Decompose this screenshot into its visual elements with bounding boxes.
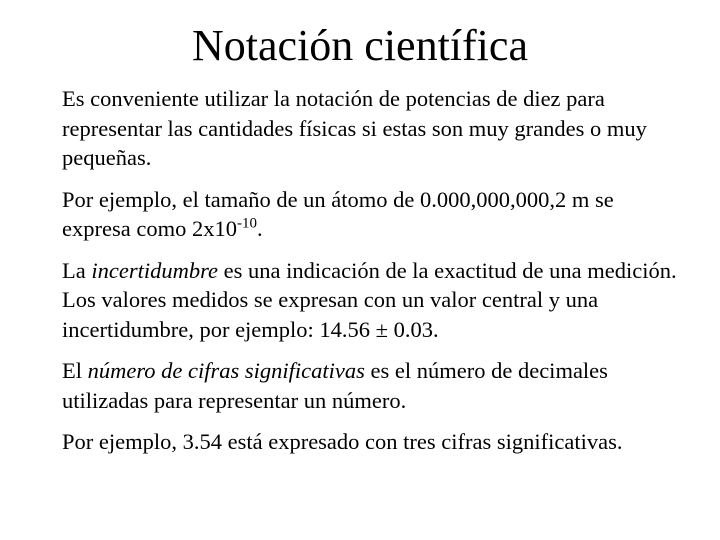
uncertainty-term: incertidumbre [91,257,218,283]
sigfig-term: número de cifras significativas [87,358,365,383]
paragraph-sigfig-example: Por ejemplo, 3.54 está expresado con tres cifras significativas. [62,429,623,454]
paragraph-atom-example [62,185,682,244]
sigfig-text: es el número de decimales utilizadas para representar un número. [62,358,608,413]
atom-example-text: Por ejemplo, el tamaño de un átomo de 0.000,000,000,2 m se expresa como 2x10 [62,186,614,241]
exponent: -10 [236,215,257,232]
uncertainty-text: es una indicación de la exactitud de una medición. Los valores medidos se expresan con un valor central y una incertidumbre, por ejemplo: 14.56 ± 0.03. [62,257,677,342]
sigfig-lead: El [62,358,88,383]
slide-title: Notación científica [192,21,528,70]
atom-example-period: . [256,216,263,241]
paragraph-uncertainty [62,256,682,345]
paragraph-significant-figures [62,356,682,415]
slide-body [62,84,682,469]
paragraph-scientific-notation: Es conveniente utilizar la notación de potencias de diez para representar las cantidades físicas si estas son muy grandes o muy pequeñas. [62,86,647,170]
uncertainty-lead: La [62,257,92,283]
